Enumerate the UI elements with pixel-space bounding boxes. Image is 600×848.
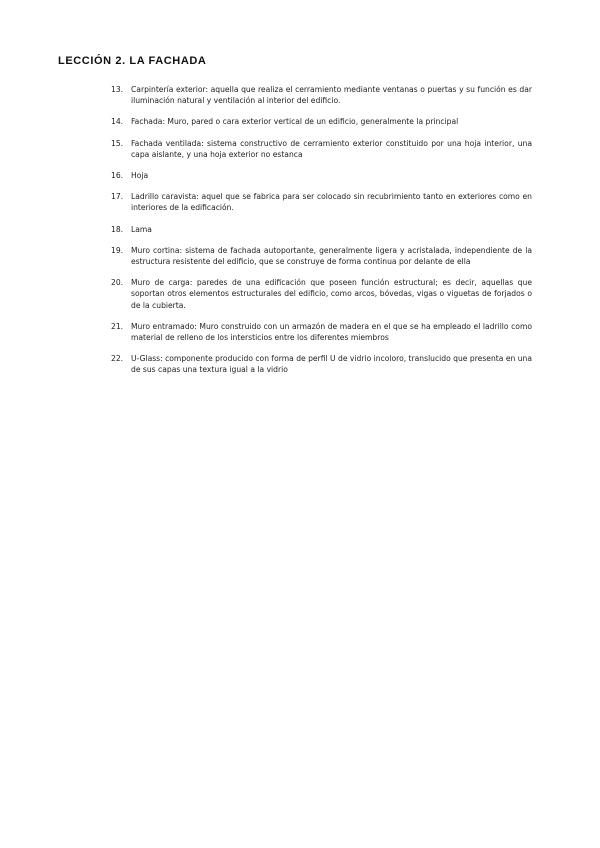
glossary-entry-u-glass: [111, 353, 532, 375]
entry-number: 13.: [111, 85, 124, 94]
entry-number: 14.: [111, 117, 124, 127]
entry-text: Muro cortina: sistema de fachada autoportante, generalmente ligera y acristalada, independiente de la estructura resistente del edificio, que se construye de forma continua por delante de ella: [131, 245, 532, 267]
entry-number: 21.: [111, 321, 124, 331]
entry-number: 15.: [111, 138, 124, 148]
glossary-entry-hoja: [111, 170, 532, 181]
entry-text: Lama: [131, 224, 152, 234]
glossary-entry-fachada-ventilada: [111, 138, 532, 160]
glossary-entry-fachada: [111, 116, 532, 127]
entry-text: U-Glass: componente producido con forma de perfil U de vidrio incoloro, translucido que presenta en una de sus capas una textura igual a la vidrio: [131, 354, 532, 375]
entry-number: 16.: [111, 171, 124, 181]
glossary-list: [111, 84, 532, 386]
glossary-entry-muro-entramado: [111, 321, 532, 343]
entry-number: 18.: [111, 224, 124, 234]
entry-number: 19.: [111, 245, 124, 255]
entry-text: Muro entramado: Muro construido con un armazón de madera en el que se ha empleado el ladrillo como material de relleno de los intersticios entre los diferentes miembros: [131, 321, 532, 343]
glossary-entry-lama: [111, 224, 532, 235]
entry-number: 20.: [111, 278, 124, 288]
entry-number: 22.: [111, 354, 124, 364]
entry-text: Ladrillo caravista: aquel que se fabrica para ser colocado sin recubrimiento tanto en exteriores como en interiores de la edificación.: [131, 192, 532, 213]
entry-text: Hoja: [131, 171, 149, 181]
glossary-entry-muro-cortina: [111, 245, 532, 267]
entry-text: Carpintería exterior: aquella que realiza el cerramiento mediante ventanas o puertas y su función es dar iluminación natural y ventilación al interior del edificio.: [131, 85, 532, 106]
entry-number: 17.: [111, 192, 124, 202]
page-title: LECCIÓN 2. LA FACHADA: [58, 55, 207, 67]
entry-text: Fachada: Muro, pared o cara exterior vertical de un edificio, generalmente la principal: [131, 117, 459, 127]
glossary-entry-muro-de-carga: [111, 277, 532, 311]
glossary-entry-carpinteria-exterior: [111, 84, 532, 106]
entry-text: Fachada ventilada: sistema constructivo de cerramiento exterior constituido por una hoja interior, una capa aislante, y una hoja exterior no estanca: [131, 138, 532, 159]
entry-text: Muro de carga: paredes de una edificación que poseen función estructural; es decir, aquellas que soportan otros elementos estructurales del edificio, como arcos, bóvedas, vigas o viguetas de forjados o de la cubierta.: [131, 278, 532, 310]
glossary-entry-ladrillo-caravista: [111, 191, 532, 213]
